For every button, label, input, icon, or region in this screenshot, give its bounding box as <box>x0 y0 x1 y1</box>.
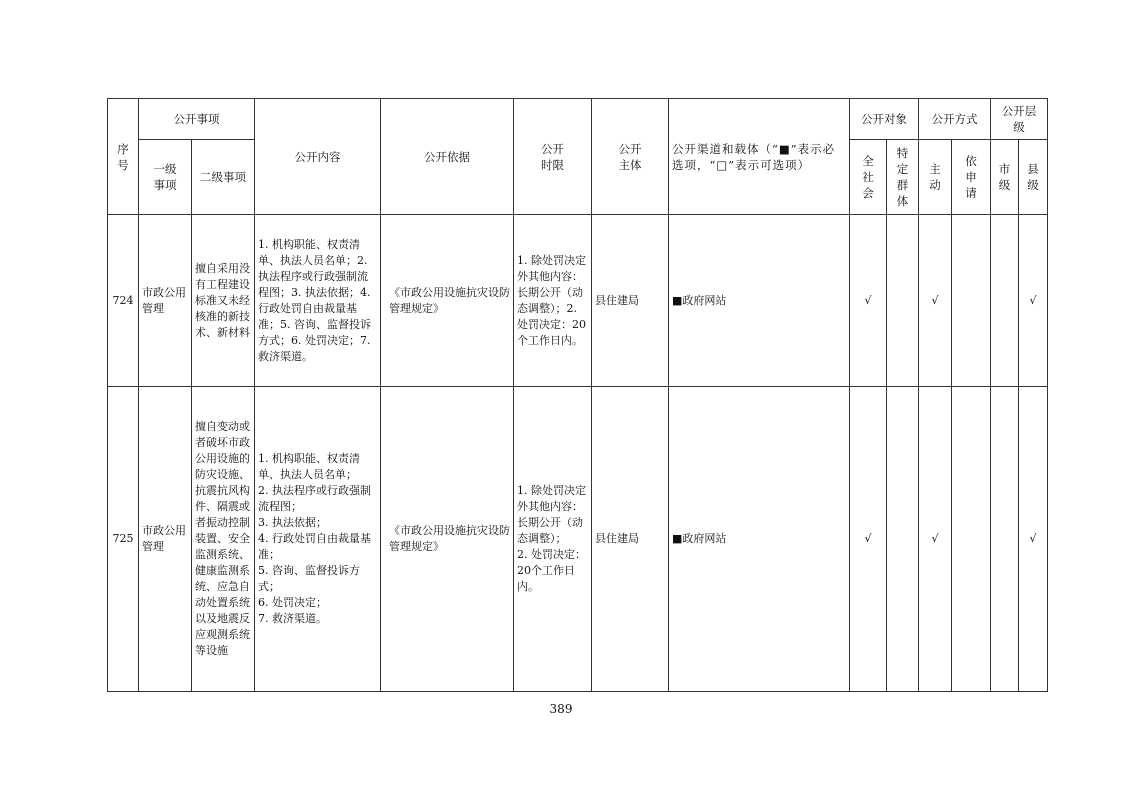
header-items-group: 公开事项 <box>139 99 255 140</box>
row-time-limit: 1. 除处罚决定外其他内容：长期公开（动态调整）；2. 处罚决定：20个工作日内。 <box>514 215 592 387</box>
row-level-county: √ <box>1019 215 1048 387</box>
header-level2: 二级事项 <box>192 140 255 215</box>
row-channel: ■政府网站 <box>669 387 850 692</box>
table-row <box>108 215 1048 387</box>
row-mode-request <box>952 215 991 387</box>
header-channel: 公开渠道和载体（“■”表示必选项，“□”表示可选项） <box>669 99 850 215</box>
row-mode-active: √ <box>919 387 952 692</box>
content-line: 5. 咨询、监督投诉方式； <box>258 564 360 593</box>
header-level-county: 县级 <box>1019 140 1048 215</box>
table-row <box>108 387 1048 692</box>
row-level2: 擅自采用没有工程建设标准又未经核准的新技术、新材料 <box>192 215 255 387</box>
header-mode-active: 主动 <box>919 140 952 215</box>
row-channel: ■政府网站 <box>669 215 850 387</box>
row-mode-request <box>952 387 991 692</box>
disclosure-table <box>107 98 1048 692</box>
row-level1: 市政公用管理 <box>139 387 192 692</box>
row-content: 1. 机构职能、权责清单、执法人员名单；2. 执法程序或行政强制流程图；3. 执法依据；4. 行政处罚自由裁量基准；5. 咨询、监督投诉方式；6. 处罚决定；7. 救济渠道。 <box>255 215 381 387</box>
row-target-specific <box>887 215 919 387</box>
header-target-all: 全社会 <box>850 140 887 215</box>
header-row-1 <box>108 99 1048 140</box>
header-seq: 序号 <box>108 99 139 215</box>
header-level-group: 公开层级 <box>991 99 1048 140</box>
row-content <box>255 387 381 692</box>
header-level1: 一级事项 <box>139 140 192 215</box>
row-level-county: √ <box>1019 387 1048 692</box>
header-level-city: 市级 <box>991 140 1019 215</box>
row-mode-active: √ <box>919 215 952 387</box>
row-subject: 县住建局 <box>592 387 669 692</box>
row-level2: 擅自变动或者破坏市政公用设施的防灾设施、抗震抗风构件、隔震或者振动控制装置、安全监测系统、健康监测系统、应急自动处置系统以及地震反应观测系统等设施 <box>192 387 255 692</box>
row-time-limit <box>514 387 592 692</box>
row-basis: 《市政公用设施抗灾设防管理规定》 <box>381 387 514 692</box>
row-subject: 县住建局 <box>592 215 669 387</box>
page-number: 389 <box>549 702 573 716</box>
header-mode-group: 公开方式 <box>919 99 991 140</box>
header-content: 公开内容 <box>255 99 381 215</box>
row-target-all: √ <box>850 215 887 387</box>
header-mode-request: 依申请 <box>952 140 991 215</box>
content-line: 2. 执法程序或行政强制流程图； <box>258 484 371 513</box>
content-line: 7. 救济渠道。 <box>258 612 327 625</box>
row-target-all: √ <box>850 387 887 692</box>
header-target-group: 公开对象 <box>850 99 919 140</box>
row-level1: 市政公用管理 <box>139 215 192 387</box>
time-limit-line: 2. 处罚决定：20个工作日内。 <box>517 548 586 593</box>
row-target-specific <box>887 387 919 692</box>
row-level-city <box>991 387 1019 692</box>
header-target-specific: 特定群体 <box>887 140 919 215</box>
header-basis: 公开依据 <box>381 99 514 215</box>
row-seq: 725 <box>108 387 139 692</box>
content-line: 4. 行政处罚自由裁量基准； <box>258 532 371 561</box>
content-line: 6. 处罚决定； <box>258 596 327 609</box>
row-level-city <box>991 215 1019 387</box>
time-limit-line: 1. 除处罚决定外其他内容：长期公开（动态调整）； <box>517 484 586 545</box>
content-line: 3. 执法依据； <box>258 516 327 529</box>
header-subject: 公开主体 <box>592 99 669 215</box>
content-line: 1. 机构职能、权责清单、执法人员名单； <box>258 452 360 481</box>
header-time-limit: 公开时限 <box>514 99 592 215</box>
row-basis: 《市政公用设施抗灾设防管理规定》 <box>381 215 514 387</box>
row-seq: 724 <box>108 215 139 387</box>
